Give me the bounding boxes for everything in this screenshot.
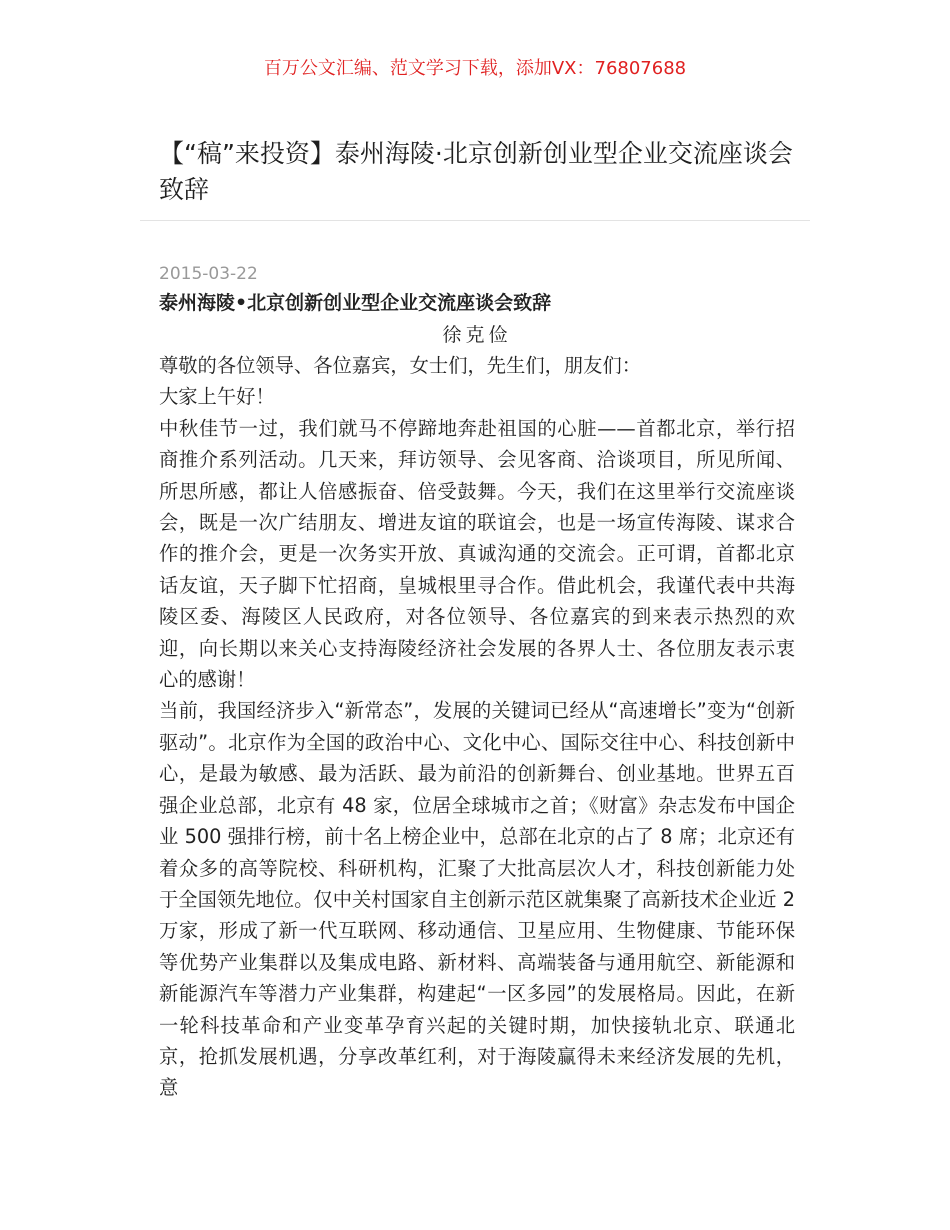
speech-heading: 泰州海陵•北京创新创业型企业交流座谈会致辞 xyxy=(159,292,552,314)
body-paragraph: 中秋佳节一过，我们就马不停蹄地奔赴祖国的心脏——首都北京，举行招商推介系列活动。几天来，拜访领导、会见客商、洽谈项目，所见所闻、所思所感，都让人倍感振奋、倍受鼓舞。今天，我们在这里举行交流座谈会，既是一次广结朋友、增进友谊的联谊会，也是一场宣传海陵、谋求合作的推介会，更是一次务实开放、真诚沟通的交流会。正可谓，首都北京话友谊，天子脚下忙招商，皇城根里寻合作。借此机会，我谨代表中共海陵区委、海陵区人民政府，对各位领导、各位嘉宾的到来表示热烈的欢迎，向长期以来关心支持海陵经济社会发展的各界人士、各位朋友表示衷心的感谢！ xyxy=(159,416,795,692)
promo-banner: 百万公文汇编、范文学习下载，添加VX：76807688 xyxy=(263,58,687,79)
publish-date: 2015-03-22 xyxy=(159,264,258,284)
article-title: 【“稿”来投资】泰州海陵·北京创新创业型企业交流座谈会致辞 xyxy=(159,139,793,204)
salutation-paragraph: 尊敬的各位领导、各位嘉宾，女士们，先生们，朋友们： xyxy=(159,354,642,377)
body-paragraph: 当前，我国经济步入“新常态”，发展的关键词已经从“高速增长”变为“创新驱动”。北京作为全国的政治中心、文化中心、国际交往中心、科技创新中心，是最为敏感、最为活跃、最为前沿的创新舞台、创业基地。世界五百强企业总部，北京有 48 家，位居全球城市之首；《财富》杂志发布中国企业 500 强排行榜，前十名上榜企业中，总部在北京的占了 8 席；北京还有着众多的高等院校、科研机构，汇聚了大批高层次人才，科技创新能力处于全国领先地位。仅中关村国家自主创新示范区就集聚了高新技术企业近 2 万家，形成了新一代互联网、移动通信、卫星应用、生物健康、节能环保等优势产业集群以及集成电路、新材料、高端装备与通用航空、新能源和新能源汽车等潜力产业集群，构建起“一区多园”的发展格局。因此，在新一轮科技革命和产业变革孕育兴起的关键时期，加快接轨北京、联通北京，抢抓发展机遇，分享改革红利，对于海陵赢得未来经济发展的先机，意 xyxy=(159,699,795,1100)
title-divider xyxy=(140,220,810,221)
article-body xyxy=(159,262,795,1104)
greeting-paragraph: 大家上午好！ xyxy=(159,385,275,409)
speech-author: 徐克俭 xyxy=(442,324,512,346)
